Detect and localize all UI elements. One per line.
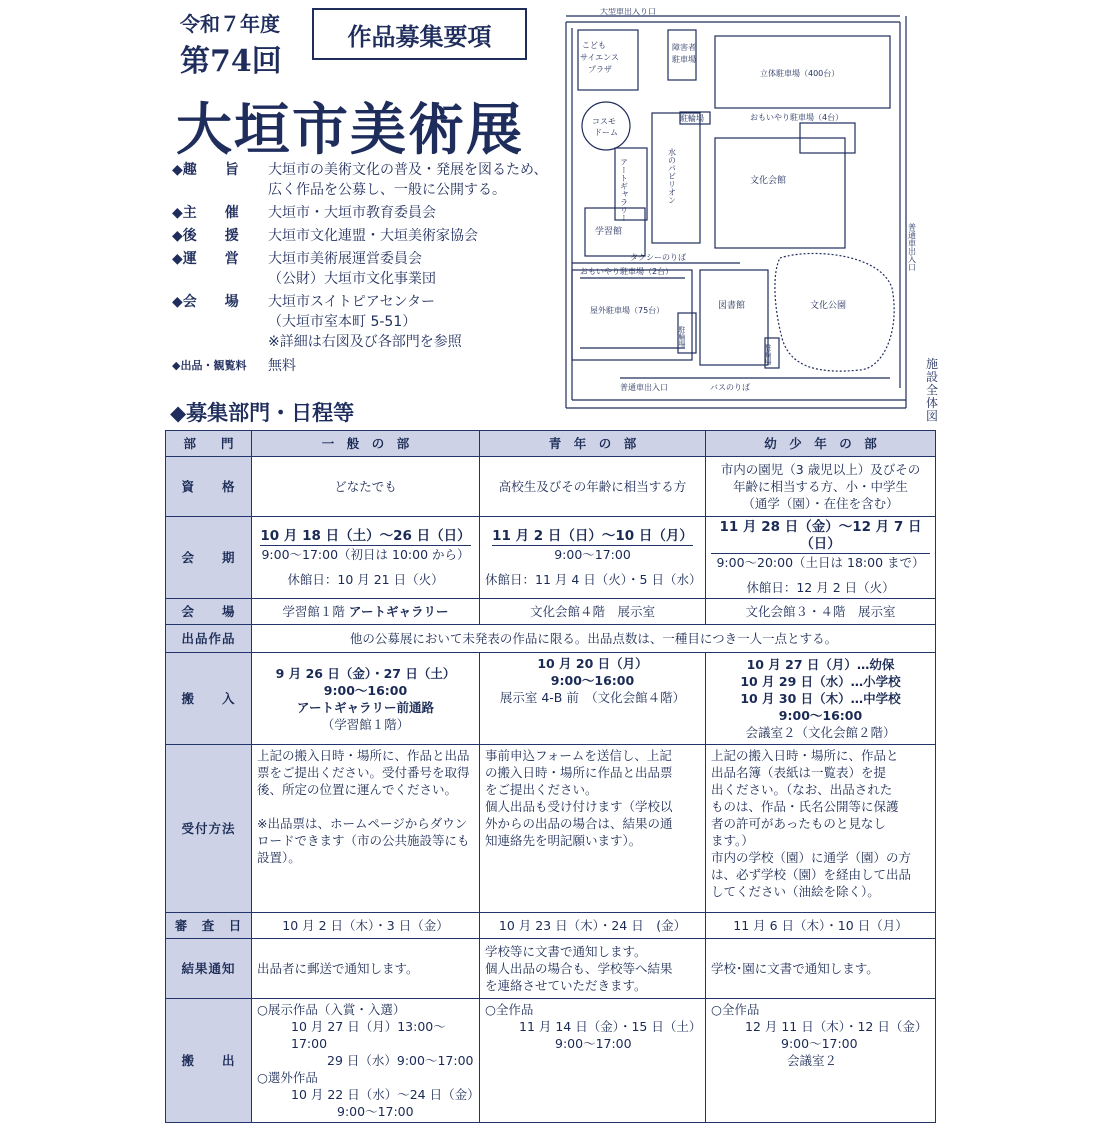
cell-ippan: 10 月 2 日（木）・3 日（金） <box>252 913 480 939</box>
cell-line: を連絡させていただきます。 <box>485 978 647 993</box>
map-label-disabled-2: 駐車場 <box>672 55 696 64</box>
row-label: 会 場 <box>166 599 252 625</box>
cell-youshounen <box>706 517 936 599</box>
cell-line: ものは、作品・氏名公開等に保護 <box>711 799 899 814</box>
header-youshounen: 幼 少 年 の 部 <box>706 431 936 457</box>
info-label: ◆出品・観覧料 <box>172 359 247 372</box>
header-seinen: 青 年 の 部 <box>480 431 706 457</box>
year-label: 令和７年度 <box>180 12 280 36</box>
edition-label: 第74回 <box>180 44 282 79</box>
info-row-purpose <box>172 160 572 200</box>
row-results <box>166 939 936 999</box>
cell-ippan <box>252 653 480 745</box>
cell-line: 個人出品も受け付けます（学校以 <box>485 799 673 814</box>
period-time: 9:00～17:00（初日は 10:00 から） <box>261 547 470 562</box>
cell-line: ロードできます（市の公共施設等にも <box>257 833 470 848</box>
map-label-bike3: 駐輪場 <box>764 344 772 365</box>
cell-seinen: 文化会館４階 展示室 <box>480 599 706 625</box>
cell-line: 9 月 26 日（金）・27 日（土） <box>275 665 456 681</box>
cell-ippan <box>252 999 480 1123</box>
row-period <box>166 517 936 599</box>
map-label-kodomo-3: プラザ <box>588 65 612 74</box>
cell-seinen <box>480 517 706 599</box>
cell-youshounen <box>706 457 936 517</box>
info-row-venue <box>172 292 572 352</box>
map-label-bike2: 駐輪場 <box>678 326 686 347</box>
info-row-support <box>172 226 572 246</box>
cell-seinen <box>480 653 706 745</box>
cell-line: 知連絡先を明記願います）。 <box>485 833 642 848</box>
map-svg <box>560 8 940 428</box>
venue-prefix: 学習館１階 <box>282 604 345 619</box>
info-value: 広く作品を公募し、一般に公開する。 <box>268 182 506 198</box>
cell-line: 出ください。（なお、出品された <box>711 782 893 797</box>
info-value: （大垣市室本町 5-51） <box>268 314 417 330</box>
cell-line: 市内の園児（3 歳児以上）及びその <box>720 462 921 477</box>
info-label: ◆主 催 <box>172 205 239 221</box>
period-closed: 休館日：10 月 21 日（火） <box>287 572 444 587</box>
map-label-cosmo-2: ドーム <box>594 128 618 137</box>
cell-spacer <box>257 798 474 815</box>
map-label-omoiyari4: おもいやり駐車場（4台） <box>750 113 844 122</box>
cell-line: 10 月 22 日（水）～24 日（金） <box>291 1087 480 1102</box>
info-value: 大垣市・大垣市教育委員会 <box>268 205 436 221</box>
row-label: 資 格 <box>166 457 252 517</box>
map-label-library: 図書館 <box>718 301 746 311</box>
venue-bold: アートギャラリー <box>348 604 449 619</box>
row-judging <box>166 913 936 939</box>
cell-seinen: 10 月 23 日（木）・24 日 (金） <box>480 913 706 939</box>
info-value: （公財）大垣市文化事業団 <box>268 271 436 287</box>
cell-line: の搬入日時・場所に作品と出品票 <box>485 765 673 780</box>
map-label-kodomo: こども <box>582 41 606 50</box>
cell-seinen <box>480 745 706 913</box>
cell-line: ※出品票は、ホームページからダウン <box>257 816 468 831</box>
cell-youshounen: 11 月 6 日（木）・10 日（月） <box>706 913 936 939</box>
cell-line: 9:00～16:00 <box>550 673 635 688</box>
map-label-cosmo: コスモ <box>592 117 616 126</box>
cell-line: 票をご提出ください。受付番号を取得 <box>257 765 470 780</box>
cell-line: 学校等に文書で通知します。 <box>485 944 647 959</box>
row-carry-in <box>166 653 936 745</box>
period-closed: 休館日：12 月 2 日（火） <box>746 580 895 595</box>
cell-line: 9:00～16:00 <box>778 708 863 723</box>
cell-line: 者の許可があったものと見なし <box>711 816 886 831</box>
cell-ippan <box>252 599 480 625</box>
boxed-title: 作品募集要項 <box>312 8 527 60</box>
row-carry-out <box>166 999 936 1123</box>
cell-line: 外からの出品の場合は、結果の通 <box>485 816 673 831</box>
cell-seinen <box>480 939 706 999</box>
schedule-table <box>165 430 936 1123</box>
info-label: ◆後 援 <box>172 228 239 244</box>
cell-ippan <box>252 745 480 913</box>
cell-line: をご提出ください。 <box>485 782 598 797</box>
cell-line: ○展示作品（入賞・入選） <box>257 1002 406 1017</box>
facility-map <box>560 8 940 428</box>
map-label-disabled: 障害者 <box>672 43 696 52</box>
table-header-row <box>166 431 936 457</box>
period-dates: 11 月 28 日（金）～12 月 7 日（日） <box>711 519 930 554</box>
map-label-parking75: 屋外駐車場（75台） <box>590 306 665 315</box>
cell-works: 他の公募展において未発表の作品に限る。出品点数は、一種目につき一人一点とする。 <box>252 625 936 653</box>
info-value: 大垣市美術展運営委員会 <box>268 251 422 267</box>
cell-line: 12 月 11 日（木）・12 日（金） <box>745 1019 928 1034</box>
info-value: 大垣市の美術文化の普及・発展を図るため、 <box>268 162 548 178</box>
cell-line: アートギャラリー前通路 <box>296 699 435 715</box>
map-label-kodomo-2: サイエンス <box>580 53 619 62</box>
map-caption: 施 設 全 体 図 <box>925 357 938 423</box>
info-value: 大垣市文化連盟・大垣美術家協会 <box>268 228 478 244</box>
info-row-operation <box>172 249 572 289</box>
cell-line: 年齢に相当する方、小・中学生 <box>732 479 908 494</box>
row-label: 結果通知 <box>166 939 252 999</box>
cell-line: 上記の搬入日時・場所に、作品と <box>711 748 899 763</box>
cell-line: 後、所定の位置に運んでください。 <box>257 782 458 797</box>
cell-line: 10 月 20 日（月） <box>537 656 648 671</box>
info-value: ※詳細は右図及び各部門を参照 <box>268 334 462 350</box>
row-label: 審 査 日 <box>166 913 252 939</box>
info-row-fee <box>172 356 572 376</box>
row-label: 会 期 <box>166 517 252 599</box>
cell-line: 9:00～17:00 <box>781 1036 858 1051</box>
map-label-gallery: アートギャラリー <box>619 158 629 222</box>
row-label: 搬 入 <box>166 653 252 745</box>
period-closed: 休館日：11 月 4 日（火）・5 日（水） <box>485 572 702 587</box>
cell-youshounen: 文化会館３・４階 展示室 <box>706 599 936 625</box>
map-label-omoiyari2: おもいやり駐車場（2台） <box>580 267 674 276</box>
map-label-gakushu: 学習館 <box>595 227 623 237</box>
cell-line: してください（油絵を除く）。 <box>711 884 880 899</box>
map-label-bunka-kaikan: 文化会館 <box>750 176 787 186</box>
cell-line: 29 日（水）9:00～17:00 <box>327 1053 474 1068</box>
cell-line: 市内の学校（園）に通学（園）の方 <box>711 850 912 865</box>
cell-ippan: どなたでも <box>252 457 480 517</box>
cell-line: （学習館１階） <box>321 716 410 732</box>
cell-line: 9:00～17:00 <box>337 1104 414 1119</box>
cell-line: 会議室２（文化会館２階） <box>745 725 896 740</box>
cell-ippan: 出品者に郵送で通知します。 <box>252 939 480 999</box>
period-time: 9:00～17:00 <box>554 547 631 562</box>
row-works <box>166 625 936 653</box>
cell-line: ○選外作品 <box>257 1070 318 1085</box>
cell-line: 設置）。 <box>257 850 301 865</box>
map-label-park: 文化公園 <box>810 301 847 311</box>
cell-youshounen <box>706 745 936 913</box>
info-label: ◆趣 旨 <box>172 162 239 178</box>
info-label: ◆運 営 <box>172 251 239 267</box>
row-qualification <box>166 457 936 517</box>
cell-youshounen <box>706 999 936 1123</box>
cell-line: ○全作品 <box>711 1002 760 1017</box>
section-title: ◆募集部門・日程等 <box>170 401 355 425</box>
row-label: 搬 出 <box>166 999 252 1123</box>
header-category: 部 門 <box>166 431 252 457</box>
header-ippan: 一 般 の 部 <box>252 431 480 457</box>
cell-line: 個人出品の場合も、学校等へ結果 <box>485 961 673 976</box>
map-label-entrance-large: 大型車出入り口 <box>600 8 656 16</box>
cell-line: 10 月 27 日（月）…幼保 <box>746 657 895 672</box>
cell-line: 事前申込フォームを送信し、上記 <box>485 748 672 763</box>
row-reception <box>166 745 936 913</box>
period-dates: 10 月 18 日（土）～26 日（日） <box>260 528 471 544</box>
cell-line: 10 月 27 日（月）13:00～17:00 <box>291 1019 446 1051</box>
cell-line: 展示室 4-B 前 （文化会館４階） <box>499 690 686 705</box>
page-title: 大垣市美術展 <box>176 97 524 163</box>
cell-ippan <box>252 517 480 599</box>
map-label-water: 水のパビリオン <box>667 148 677 204</box>
info-list <box>172 160 572 379</box>
cell-line: は、必ず学校（園）を経由して出品 <box>711 867 912 882</box>
map-label-tower: 立体駐車場（400台） <box>760 69 840 78</box>
cell-line: 11 月 14 日（金）・15 日（土） <box>519 1019 702 1034</box>
row-label: 出品作品 <box>166 625 252 653</box>
map-label-entrance-right: 普通車出入口 <box>907 223 917 271</box>
map-label-entrance-bottom: 普通車出入口 <box>620 383 668 392</box>
cell-line: ○全作品 <box>485 1002 534 1017</box>
cell-youshounen: 学校･園に文書で通知します。 <box>706 939 936 999</box>
period-time: 9:00～20:00（土日は 18:00 まで） <box>716 555 925 570</box>
period-dates: 11 月 2 日（日）～10 日（月） <box>492 528 693 544</box>
info-value: 大垣市スイトピアセンター <box>268 294 436 310</box>
cell-line: ます。） <box>711 833 754 848</box>
info-value: 無料 <box>268 358 296 374</box>
row-label: 受付方法 <box>166 745 252 913</box>
cell-line: 10 月 30 日（木）…中学校 <box>740 691 901 706</box>
cell-line: 10 月 29 日（水）…小学校 <box>740 674 901 689</box>
cell-seinen <box>480 999 706 1123</box>
map-label-bus: バスのりば <box>710 383 750 392</box>
map-label-taxi: タクシーのりば <box>630 253 686 262</box>
cell-line: 上記の搬入日時・場所に、作品と出品 <box>257 748 470 763</box>
cell-youshounen <box>706 653 936 745</box>
cell-seinen: 高校生及びその年齢に相当する方 <box>480 457 706 517</box>
cell-line: 9:00～16:00 <box>323 682 408 698</box>
row-venue <box>166 599 936 625</box>
cell-line: （通学（園）・在住を含む） <box>742 496 899 511</box>
map-label-bike1: 駐輪場 <box>680 114 704 123</box>
cell-line: 会議室２ <box>787 1053 838 1068</box>
cell-line: 出品名簿（表紙は一覧表）を提 <box>711 765 887 780</box>
cell-line: 9:00～17:00 <box>555 1036 632 1051</box>
info-row-organizer <box>172 203 572 223</box>
info-label: ◆会 場 <box>172 294 239 310</box>
